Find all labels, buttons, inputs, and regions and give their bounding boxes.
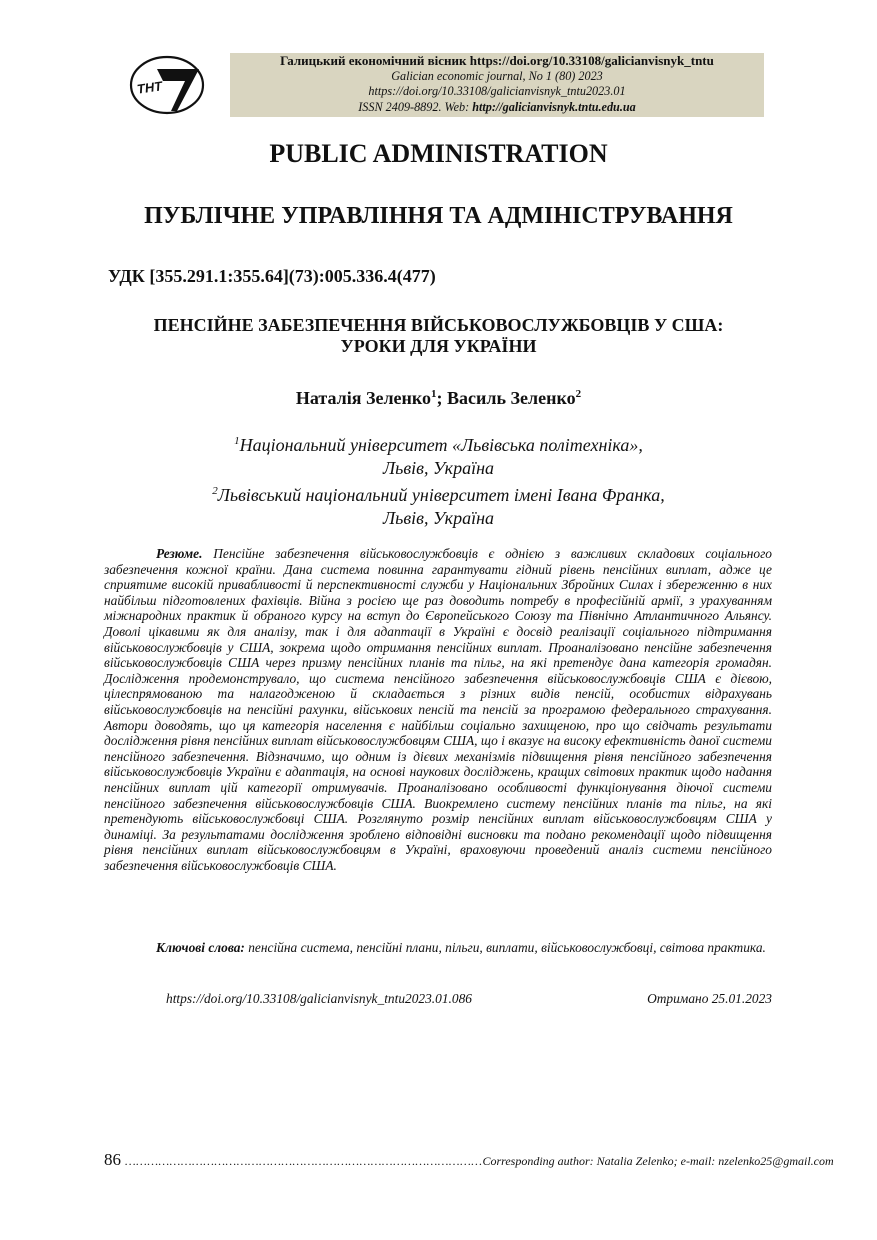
- abstract-text: Пенсійне забезпечення військовослужбовців є однією з важливих складових соціального забезпечення кожної країни. Дана система повинна гарантувати гідний рівень пенсійних виплат, адже це сприятиме високій привабливості й перспективності служби у Національних Збройних Силах і збереженню в них найбільш підготовлених фахівців. Війна з росією ще раз доводить потребу в професійній армії, з урахуванням міжнародних практик й обраного курсу на вступ до Європейського Союзу та Північно Атлантичного Альянсу. Доволі цікавими як для аналізу, так і для адаптації в Україні є досвід реалізації соціального підтримання військовослужбовців у США, зокрема щодо отримання пенсійних виплат. Проаналізовано пенсійне забезпечення військовослужбовців США через призму пенсійних планів та пільг, на які претендує дана категорія громадян. Дослідження продемонструвало, що система пенсійного забезпечення військовослужбовців США є дієвою, цілеспрямованою та налагодженою й складається з різних видів пенсій, особистих відрахувань військовослужбовців на пенсійні рахунки, військових пенсій та пенсій за програмою федерального страхування. Автори доводять, що ця категорія населення є найбільш соціально захищеною, про що свідчать результати дослідження рівня пенсійних виплат військовослужбовцям США, що і вказує на високу ефективність даної системи пенсійного забезпечення. Відзначимо, що одним із дієвих механізмів підвищення рівня пенсійного забезпечення військовослужбовців України є адаптація, на основі наукових досліджень, кращих світових практик щодо надання пенсійних виплат цій категорії отримувачів. Проаналізовано особливості функціонування діючої системи пенсійного забезпечення військовослужбовців США. Виокремлено систему пенсійних планів та пільг, на які претендують військовослужбовці США. Розглянуто розмір пенсійних виплат військовослужбовцям США у динаміці. За результатами дослідження зроблено відповідні висновки та подано рекомендації щодо підвищення рівня пенсійних виплат військовослужбовцям в Україні, враховуючи проведений аналіз системи пенсійного забезпечення військовослужбовців США.: [104, 546, 772, 873]
- affil-mark: 1: [234, 435, 240, 447]
- journal-logo: [127, 53, 207, 117]
- section-title-en: PUBLIC ADMINISTRATION: [269, 139, 608, 168]
- article-title: [100, 315, 777, 357]
- authors: [0, 383, 877, 409]
- received-date: Отримано 25.01.2023: [647, 991, 772, 1006]
- affiliation-line: [100, 480, 777, 507]
- article-title-line1: ПЕНСІЙНЕ ЗАБЕЗПЕЧЕННЯ ВІЙСЬКОВОСЛУЖБОВЦІВ У США:: [153, 315, 724, 335]
- corresponding-author: Corresponding author: Natalia Zelenko; e-mail: nzelenko25@gmail.com: [482, 1154, 834, 1168]
- affil-city: Львів, Україна: [382, 458, 495, 478]
- author-affil-mark: 2: [575, 388, 582, 400]
- journal-name-ua: Галицький економічний вісник https://doi.org/10.33108/galicianvisnyk_tntu: [280, 53, 714, 68]
- journal-header: [230, 53, 764, 117]
- keywords: [104, 940, 772, 956]
- affil-city: Львів, Україна: [382, 508, 495, 528]
- page-footer: [104, 1150, 834, 1170]
- page-number: 86: [104, 1150, 121, 1169]
- affil-org: Львівський національний університет імені Івана Франка,: [217, 485, 665, 505]
- issn-text: ISSN 2409-8892. Web:: [358, 99, 473, 114]
- affil-org: Національний університет «Львівська політехніка»,: [239, 435, 643, 455]
- affiliations: [100, 430, 777, 530]
- section-title-ua: ПУБЛІЧНЕ УПРАВЛІННЯ ТА АДМІНІСТРУВАННЯ: [144, 203, 733, 229]
- abstract-label: Резюме.: [156, 546, 203, 561]
- website-link[interactable]: http://galicianvisnyk.tntu.edu.ua: [472, 99, 636, 114]
- footer-dots: ……………………………………………………………………………………: [125, 1154, 483, 1168]
- author-name: Василь Зеленко: [447, 388, 576, 408]
- article-title-line2: УРОКИ ДЛЯ УКРАЇНИ: [340, 336, 537, 356]
- svg-text:THT: THT: [135, 78, 164, 97]
- article-doi[interactable]: https://doi.org/10.33108/galicianvisnyk_tntu2023.01.086: [166, 991, 472, 1006]
- author-name: Наталія Зеленко: [295, 388, 432, 408]
- udk-code: УДК [355.291.1:355.64](73):005.336.4(477): [108, 266, 436, 286]
- tntu-logo-icon: [127, 53, 207, 117]
- issn-line: [230, 100, 764, 116]
- abstract: [104, 546, 772, 873]
- issue-doi: https://doi.org/10.33108/galicianvisnyk_tntu2023.01: [368, 84, 626, 98]
- affil-mark: 2: [212, 485, 218, 497]
- keywords-label: Ключові слова:: [156, 940, 245, 955]
- journal-name-en: Galician economic journal, No 1 (80) 2023: [391, 68, 603, 83]
- keywords-text: пенсійна система, пенсійні плани, пільги, виплати, військовослужбовці, світова практика.: [244, 940, 766, 955]
- author-separator: ;: [436, 388, 448, 408]
- affiliation-line: [100, 430, 777, 457]
- author-affil-mark: 1: [431, 388, 437, 400]
